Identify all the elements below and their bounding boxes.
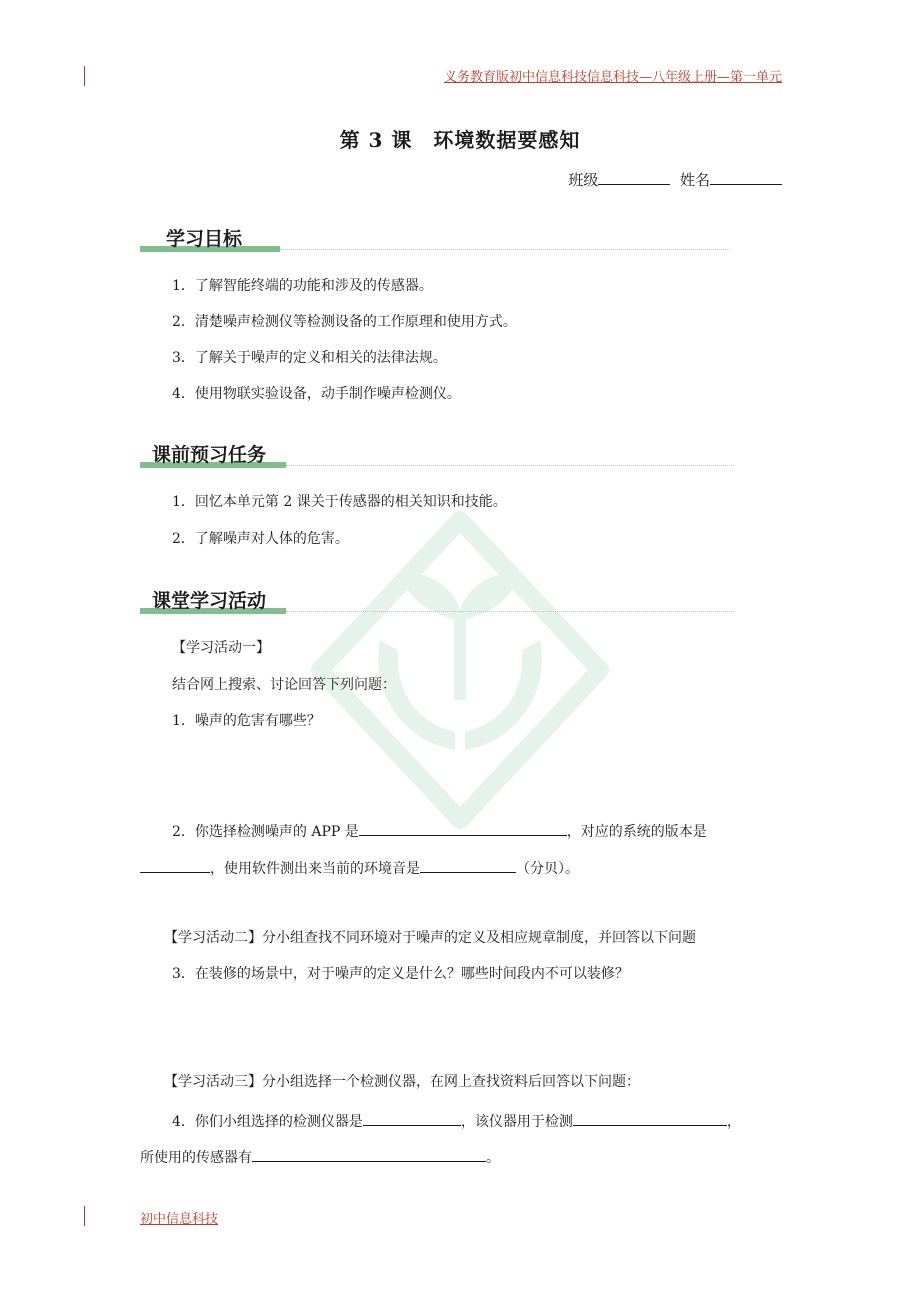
goal-item: 4．使用物联实验设备，动手制作噪声检测仪。	[172, 386, 461, 402]
header-text: 义务教育版初中信息科技信息科技—八年级上册—第一单元	[443, 70, 782, 85]
footer-corner-mark	[84, 1206, 85, 1226]
question-1: 1．噪声的危害有哪些？	[172, 713, 321, 729]
class-label: 班级	[568, 171, 599, 189]
question-4-line-1	[172, 1109, 741, 1132]
question-4-line-2	[140, 1145, 500, 1168]
instrument-blank[interactable]	[363, 1109, 461, 1126]
section-heading: 课前预习任务	[152, 444, 267, 466]
goal-item: 3．了解关于噪声的定义和相关的法律法规。	[172, 350, 447, 366]
activity-2-line: 【学习活动二】分小组查找不同环境对于噪声的定义及相应规章制度，并回答以下问题	[164, 930, 696, 946]
activity-3-line: 【学习活动三】分小组选择一个检测仪器，在网上查找资料后回答以下问题：	[164, 1074, 640, 1090]
detect-target-blank[interactable]	[573, 1109, 727, 1126]
app-name-blank[interactable]	[359, 819, 567, 836]
preview-item: 2．了解噪声对人体的危害。	[172, 531, 349, 547]
class-blank[interactable]	[598, 168, 670, 185]
section-heading: 课堂学习活动	[152, 590, 267, 612]
name-blank[interactable]	[710, 168, 782, 185]
q4-text-4: 所使用的传感器有	[140, 1150, 252, 1166]
decibel-blank[interactable]	[420, 856, 516, 873]
q4-text-5: 。	[486, 1150, 500, 1166]
section-activities	[140, 586, 734, 614]
section-preview	[140, 440, 734, 468]
sensor-blank[interactable]	[252, 1145, 486, 1162]
question-3: 3．在装修的场景中，对于噪声的定义是什么？哪些时间段内不可以装修？	[172, 966, 629, 982]
goal-item: 1．了解智能终端的功能和涉及的传感器。	[172, 278, 433, 294]
q2-text-4: （分贝）。	[516, 861, 579, 877]
q4-text-1: 4．你们小组选择的检测仪器是	[172, 1114, 363, 1130]
activity-1-title: 【学习活动一】	[172, 640, 270, 656]
q2-text-3: ，使用软件测出来当前的环境音是	[210, 861, 420, 877]
activity-1-intro: 结合网上搜索、讨论回答下列问题：	[172, 677, 396, 693]
footer-text: 初中信息科技	[140, 1212, 219, 1227]
q2-text-1: 2．你选择检测噪声的 APP 是	[172, 824, 359, 840]
page-title: 第 3 课 环境数据要感知	[339, 128, 581, 152]
q4-text-3: ，	[726, 1114, 741, 1130]
goal-item: 2．清楚噪声检测仪等检测设备的工作原理和使用方式。	[172, 314, 517, 330]
watermark-logo	[300, 500, 620, 840]
header-corner-mark	[84, 66, 85, 86]
preview-item: 1．回忆本单元第 2 课关于传感器的相关知识和技能。	[172, 494, 507, 510]
question-2-line-2	[140, 856, 579, 879]
name-label: 姓名	[679, 171, 710, 189]
section-heading: 学习目标	[166, 228, 243, 250]
q2-text-2: ，对应的系统的版本是	[566, 824, 707, 840]
q4-text-2: ，该仪器用于检测	[460, 1114, 573, 1130]
student-info-line	[568, 168, 782, 190]
system-version-blank[interactable]	[140, 856, 210, 873]
section-goals	[140, 224, 730, 252]
question-2-line-1	[172, 819, 707, 842]
